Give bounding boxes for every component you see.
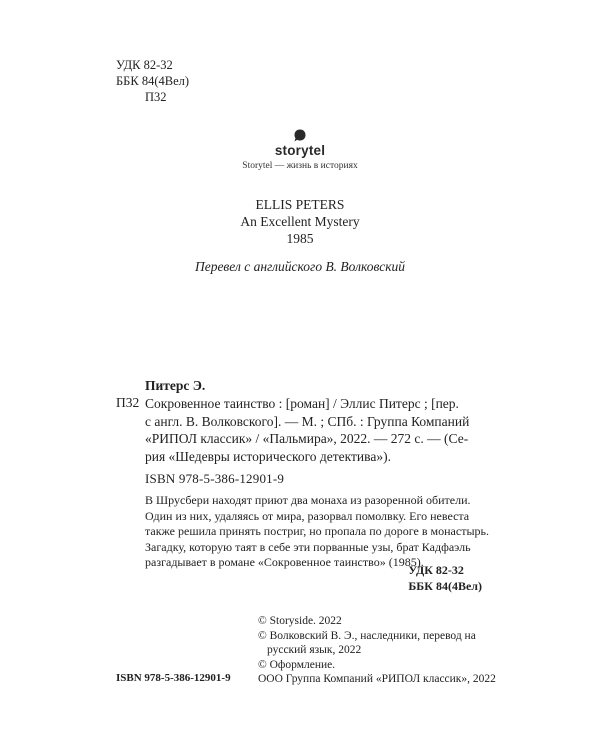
bbk-code-bottom: ББК 84(4Вел)	[408, 579, 482, 593]
abstract-line: разгадывает в романе «Сокровенное таинство» (1985).	[145, 555, 424, 570]
bibliographic-description	[145, 395, 501, 465]
isbn-bottom: ISBN 978-5-386-12901-9	[116, 672, 231, 684]
copyright-notices	[258, 614, 496, 687]
catalog-code: П32	[116, 395, 140, 410]
copyright-line: © Storyside. 2022	[258, 615, 342, 627]
abstract-line: В Шрусбери находят приют два монаха из разоренной обители.	[145, 493, 471, 507]
storytel-tagline: Storytel — жизнь в историях	[242, 161, 358, 171]
original-author: ELLIS PETERS	[255, 197, 345, 212]
bbk-code: ББК 84(4Вел)	[116, 74, 190, 88]
copyright-line: русский язык, 2022	[267, 644, 362, 657]
original-year: 1985	[286, 231, 314, 246]
bib-line: «РИПОЛ классик» / «Пальмира», 2022. — 272 с. — (Се-	[145, 431, 469, 446]
bib-line: с англ. В. Волковского]. — М. ; СПб. : Группа Компаний	[145, 413, 470, 429]
udk-code-bottom: УДК 82-32	[408, 563, 464, 577]
bib-line: рия «Шедевры исторического детектива»).	[145, 448, 391, 464]
translator-note: Перевел с английского В. Волковский	[194, 259, 406, 274]
catalog-isbn: ISBN 978-5-386-12901-9	[145, 471, 285, 486]
abstract-line: также решила принять постриг, но пропала по дороге в монастырь.	[145, 524, 489, 539]
copyright-line: © Волковский В. Э., наследники, перевод на	[258, 629, 476, 642]
storytel-speech-bubble-icon	[294, 129, 306, 142]
abstract-line: Загадку, которую таят в себе эти порванные узы, брат Кадфаэль	[145, 539, 471, 554]
catalog-author: Питерс Э.	[145, 378, 206, 393]
storytel-logo-text: storytel	[274, 143, 326, 158]
abstract-line: Один из них, удаляясь от мира, разорвал помолвку. Его невеста	[145, 508, 470, 523]
udk-code: УДК 82-32	[116, 58, 173, 72]
bib-line: Сокровенное таинство : [роман] / Эллис Питерс ; [пер.	[145, 396, 459, 411]
book-abstract	[145, 493, 501, 571]
author-mark-code: П32	[145, 90, 167, 104]
copyright-line: ООО Группа Компаний «РИПОЛ классик», 2022	[258, 673, 496, 686]
copyright-line: © Оформление.	[258, 658, 336, 671]
classification-bottom	[408, 562, 482, 594]
original-title: An Excellent Mystery	[240, 214, 360, 229]
